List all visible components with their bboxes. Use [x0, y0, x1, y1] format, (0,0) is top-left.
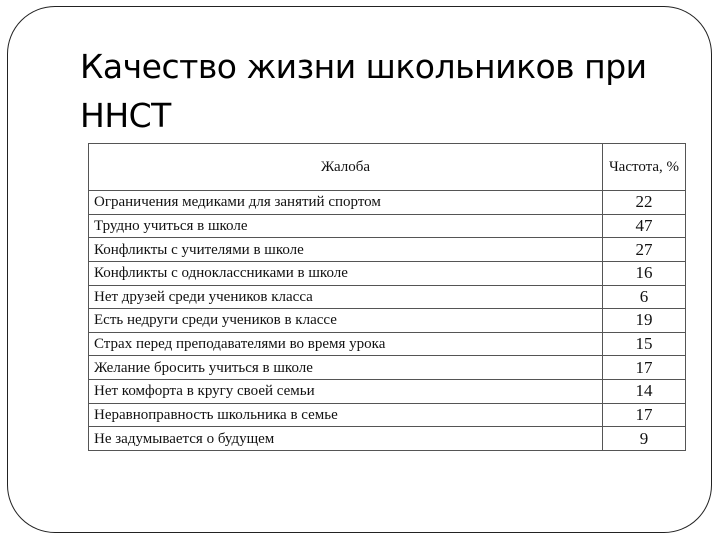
frequency-cell: 6 [603, 285, 686, 309]
frequency-cell: 27 [603, 238, 686, 262]
frequency-cell: 17 [603, 403, 686, 427]
table-row [89, 261, 686, 285]
frequency-cell: 19 [603, 309, 686, 333]
complaint-cell: Страх перед преподавателями во время урока [89, 332, 603, 356]
slide-title: Качество жизни школьников при ННСТ [80, 47, 647, 135]
complaint-cell: Неравноправность школьника в семье [89, 403, 603, 427]
complaint-cell: Конфликты с одноклассниками в школе [89, 261, 603, 285]
frequency-cell: 22 [603, 191, 686, 215]
table-body [89, 191, 686, 451]
table-row [89, 191, 686, 215]
complaints-table-container [88, 143, 686, 451]
frequency-cell: 14 [603, 380, 686, 404]
complaint-cell: Желание бросить учиться в школе [89, 356, 603, 380]
header-complaint: Жалоба [89, 144, 603, 191]
complaint-cell: Конфликты с учителями в школе [89, 238, 603, 262]
header-frequency: Частота, % [603, 144, 686, 191]
frequency-cell: 16 [603, 261, 686, 285]
table-row [89, 285, 686, 309]
frequency-cell: 9 [603, 427, 686, 451]
table-row [89, 403, 686, 427]
table-row [89, 427, 686, 451]
frequency-cell: 17 [603, 356, 686, 380]
table-row [89, 214, 686, 238]
frequency-cell: 47 [603, 214, 686, 238]
complaint-cell: Трудно учиться в школе [89, 214, 603, 238]
table-row [89, 309, 686, 333]
complaint-cell: Не задумывается о будущем [89, 427, 603, 451]
table-row [89, 380, 686, 404]
complaint-cell: Ограничения медиками для занятий спортом [89, 191, 603, 215]
frequency-cell: 15 [603, 332, 686, 356]
table-row [89, 356, 686, 380]
complaints-table [88, 143, 686, 451]
complaint-cell: Есть недруги среди учеников в классе [89, 309, 603, 333]
complaint-cell: Нет комфорта в кругу своей семьи [89, 380, 603, 404]
table-row [89, 332, 686, 356]
complaint-cell: Нет друзей среди учеников класса [89, 285, 603, 309]
table-row [89, 238, 686, 262]
table-header-row [89, 144, 686, 191]
